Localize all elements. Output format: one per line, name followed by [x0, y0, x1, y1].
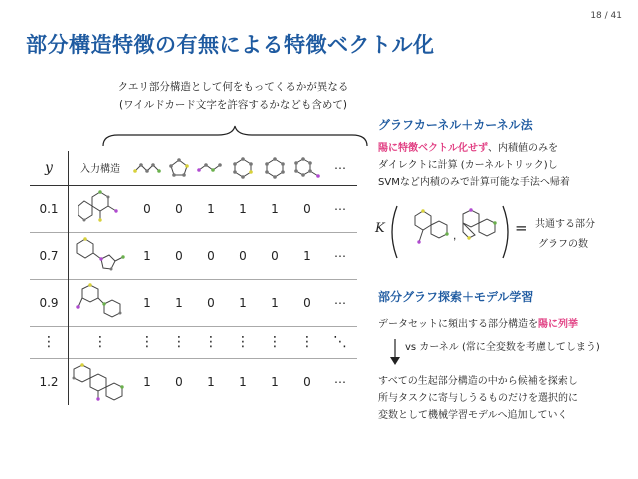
kernel-paragraph	[378, 140, 570, 191]
y-value: 0.9	[30, 279, 69, 326]
vertical-ellipsis: ⋮	[93, 334, 107, 350]
mol-header: 入力構造	[80, 164, 120, 176]
feature-value: 0	[303, 295, 311, 310]
search-line-4: 変数として機械学習モデルへ追加していく	[378, 410, 568, 421]
equals-sign: =	[515, 219, 528, 237]
feature-value: 0	[175, 201, 183, 216]
molecule-icon	[69, 232, 132, 279]
vertical-ellipsis: ⋮	[268, 334, 282, 350]
feature-value: 1	[303, 248, 311, 263]
feature-value: 0	[303, 201, 311, 216]
feature-value: 0	[303, 374, 311, 389]
more-features: ⋯	[334, 201, 346, 216]
fragment-ring-icon	[291, 151, 323, 185]
kernel-formula	[375, 202, 625, 262]
more-features: ⋯	[334, 160, 346, 175]
feature-value: 0	[239, 248, 247, 263]
molecule-icon	[415, 209, 449, 243]
search-paragraph	[378, 373, 578, 424]
arrow-down-icon	[389, 338, 401, 366]
feature-value: 1	[143, 295, 151, 310]
feature-value: 1	[271, 295, 279, 310]
y-header: y	[30, 151, 69, 185]
diagonal-ellipsis: ⋱	[333, 334, 347, 350]
svg-text:,: ,	[453, 228, 457, 242]
page-number: 18 / 41	[590, 11, 622, 21]
search-line-1-text: データセットに頻出する部分構造を	[378, 319, 538, 330]
kernel-result-line-2: グラフの数	[538, 239, 588, 250]
feature-value: 1	[207, 201, 215, 216]
kernel-line-3: SVMなど内積のみで計算可能な手法へ帰着	[378, 177, 570, 188]
vertical-ellipsis: ⋮	[204, 334, 218, 350]
parenthesis-icon	[389, 202, 511, 262]
more-features: ⋯	[334, 374, 346, 389]
search-line-3: 所与タスクに寄与しうるものだけを選択的に	[378, 393, 578, 404]
fragment-ring-icon	[227, 151, 259, 185]
kernel-section-title: グラフカーネル＋カーネル法	[378, 118, 533, 132]
feature-value: 0	[175, 374, 183, 389]
caption-line-1: クエリ部分構造として何をもってくるかが異なる	[117, 81, 349, 93]
feature-value: 1	[207, 374, 215, 389]
molecule-icon	[463, 208, 497, 239]
more-features: ⋯	[334, 248, 346, 263]
feature-value: 1	[175, 295, 183, 310]
vertical-ellipsis: ⋮	[140, 334, 154, 350]
feature-value: 0	[143, 201, 151, 216]
feature-value: 1	[239, 295, 247, 310]
feature-value: 1	[271, 201, 279, 216]
search-section-title: 部分グラフ探索＋モデル学習	[378, 290, 534, 304]
brace-icon	[100, 123, 370, 149]
fragment-ring-icon	[259, 151, 291, 185]
vertical-ellipsis: ⋮	[300, 334, 314, 350]
vertical-ellipsis: ⋮	[30, 326, 69, 358]
search-emphasis: 陽に列挙	[538, 319, 578, 330]
feature-value: 0	[175, 248, 183, 263]
fragment-chain-icon	[195, 151, 227, 185]
kernel-emphasis: 陽に特徴ベクトル化せず	[378, 143, 488, 154]
fragment-chain-icon	[131, 151, 163, 185]
feature-value: 1	[239, 201, 247, 216]
feature-table	[30, 151, 357, 405]
molecule-icon	[69, 279, 132, 326]
search-vs-note: vs カーネル (常に全変数を考慮してしまう)	[405, 342, 600, 353]
kernel-line-2: ダイレクトに計算 (カーネルトリック)し	[378, 160, 558, 171]
feature-value: 1	[271, 374, 279, 389]
vertical-ellipsis: ⋮	[236, 334, 250, 350]
y-value: 1.2	[30, 358, 69, 405]
feature-value: 0	[271, 248, 279, 263]
kernel-line-1-rest: 、内積値のみを	[488, 143, 558, 154]
feature-value: 1	[239, 374, 247, 389]
molecule-icon	[69, 185, 132, 232]
y-value: 0.1	[30, 185, 69, 232]
vertical-ellipsis: ⋮	[172, 334, 186, 350]
search-line-1	[378, 316, 578, 333]
feature-value: 0	[207, 248, 215, 263]
more-features: ⋯	[334, 295, 346, 310]
feature-value: 1	[143, 374, 151, 389]
y-value: 0.7	[30, 232, 69, 279]
caption-line-2: (ワイルドカード文字を許容するかなども含めて)	[118, 99, 348, 111]
search-line-2: すべての生起部分構造の中から候補を探索し	[378, 376, 578, 387]
kernel-line-1	[378, 140, 570, 157]
molecule-icon	[69, 358, 132, 405]
kernel-result-line-1: 共通する部分	[535, 219, 595, 230]
fragment-ring-icon	[163, 151, 195, 185]
kernel-symbol: K	[375, 221, 385, 236]
slide-title: 部分構造特徴の有無による特徴ベクトル化	[26, 33, 435, 57]
feature-value: 0	[207, 295, 215, 310]
feature-value: 1	[143, 248, 151, 263]
